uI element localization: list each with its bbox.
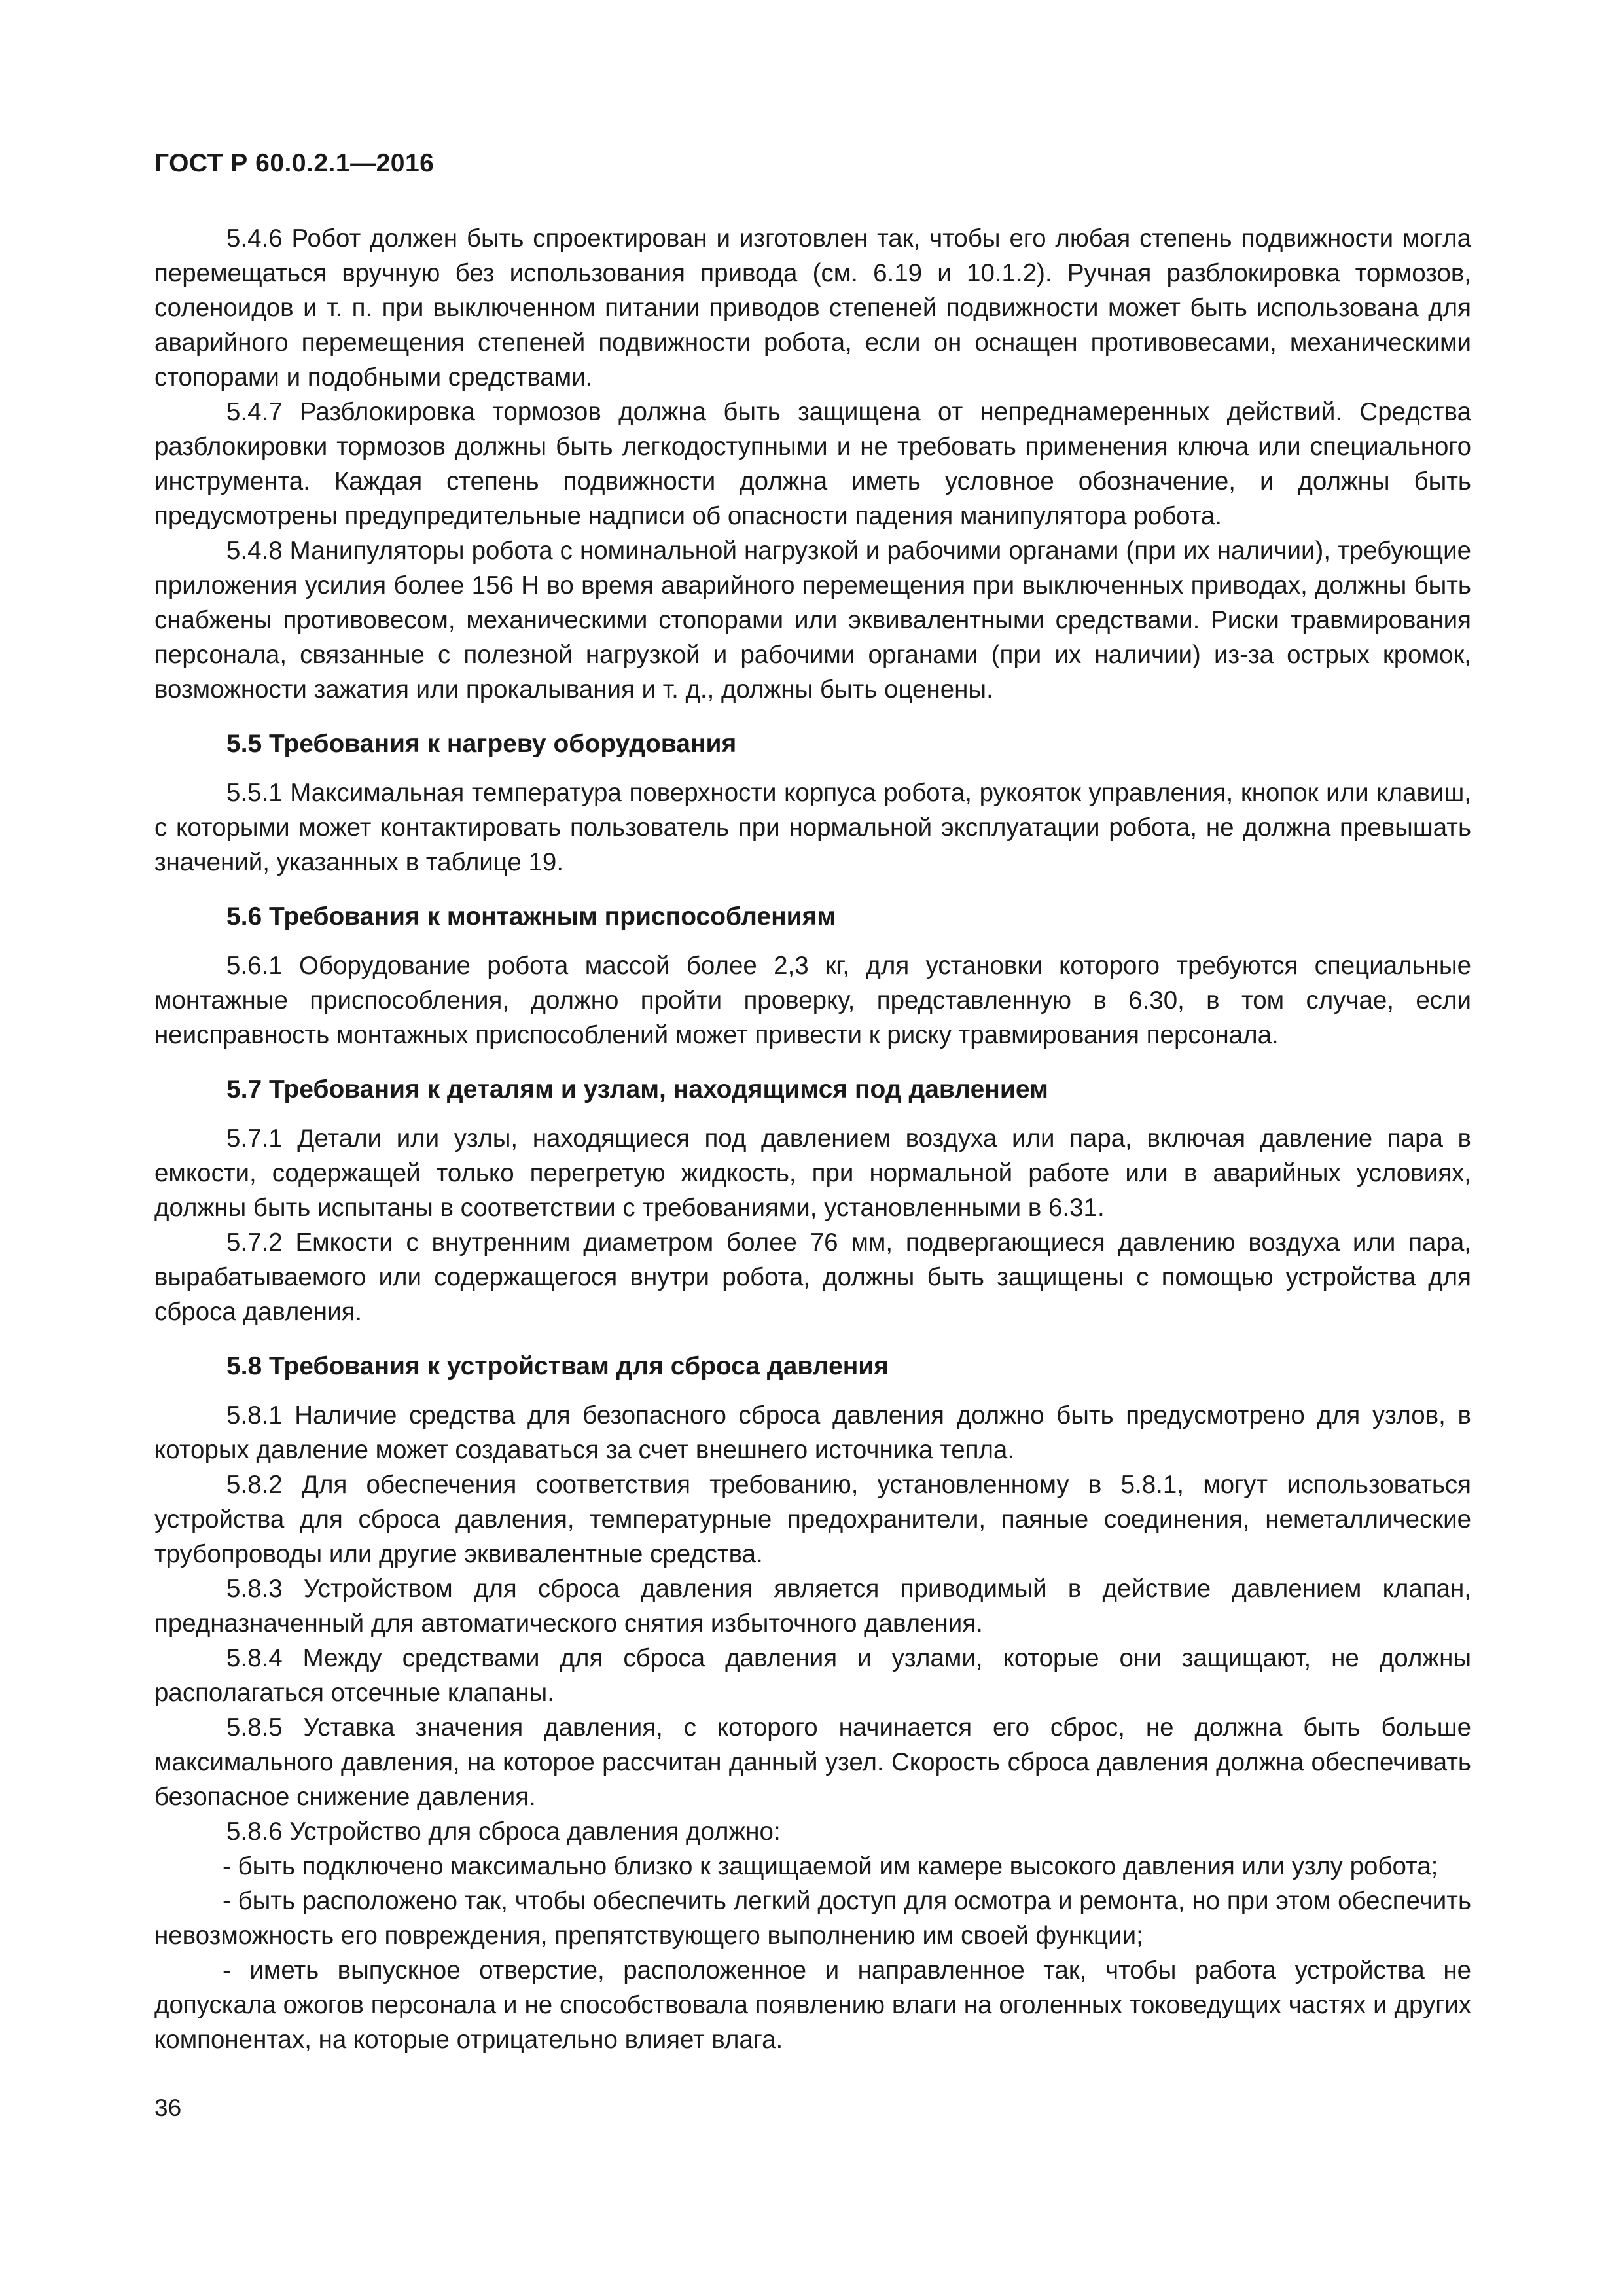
section-heading-5-5: 5.5 Требования к нагреву оборудования [226, 730, 737, 758]
list-item: - быть расположено так, чтобы обеспечить легкий доступ для осмотра и ремонта, но при этом обеспечить невозможность его повреждения, препятствующего выполнению им своей функции; [154, 1887, 1471, 1950]
section-heading-5-6: 5.6 Требования к монтажным приспособлениям [226, 903, 836, 931]
paragraph-5-4-7: 5.4.7 Разблокировка тормозов должна быть защищена от непреднамеренных действий. Средства разблокировки тормозов должны быть легкодоступными и не требовать применения ключа или специального инструмента. Каждая степень подвижности должна иметь условное обозначение, и должны быть предусмотрены предупредительные надписи об опасности падения манипулятора робота. [154, 398, 1471, 530]
paragraph-5-4-8: 5.4.8 Манипуляторы робота с номинальной нагрузкой и рабочими органами (при их наличии), требующие приложения усилия более 156 Н во время аварийного перемещения при выключенных приводах, должны быть снабжены противовесом, механическими стопорами или эквивалентными средствами. Риски травмирования персонала, связанные с полезной нагрузкой и рабочими органами (при их наличии) из-за острых кромок, возможности зажатия или прокалывания и т. д., должны быть оценены. [154, 537, 1471, 704]
section-heading-5-8: 5.8 Требования к устройствам для сброса давления [226, 1352, 889, 1380]
list-item: - иметь выпускное отверстие, расположенное и направленное так, чтобы работа устройства не допускала ожогов персонала и не способствовала появлению влаги на оголенных токоведущих частях и других компонентах, на которые отрицательно влияет влага. [154, 1956, 1471, 2054]
paragraph-5-8-2: 5.8.2 Для обеспечения соответствия требованию, установленному в 5.8.1, могут использоваться устройства для сброса давления, температурные предохранители, паяные соединения, неметаллические трубопроводы или другие эквивалентные средства. [154, 1471, 1471, 1568]
paragraph-5-4-6: 5.4.6 Робот должен быть спроектирован и изготовлен так, чтобы его любая степень подвижности могла перемещаться вручную без использования привода (см. 6.19 и 10.1.2). Ручная разблокировка тормозов, соленоидов и т. п. при выключенном питании приводов степеней подвижности может быть использована для аварийного перемещения степеней подвижности робота, если он оснащен противовесами, механическими стопорами и подобными средствами. [154, 224, 1471, 391]
document-header: ГОСТ Р 60.0.2.1—2016 [154, 149, 435, 177]
paragraph-5-8-4: 5.8.4 Между средствами для сброса давления и узлами, которые они защищают, не должны располагаться отсечные клапаны. [154, 1644, 1471, 1707]
paragraph-5-8-6: 5.8.6 Устройство для сброса давления должно: [226, 1818, 781, 1846]
list-item: - быть подключено максимально близко к защищаемой им камере высокого давления или узлу робота; [223, 1852, 1438, 1880]
paragraph-5-8-5: 5.8.5 Уставка значения давления, с которого начинается его сброс, не должна быть больше максимального давления, на которое рассчитан данный узел. Скорость сброса давления должна обеспечивать безопасное снижение давления. [154, 1713, 1471, 1811]
section-heading-5-7: 5.7 Требования к деталям и узлам, находящимся под давлением [226, 1075, 1048, 1103]
paragraph-5-7-1: 5.7.1 Детали или узлы, находящиеся под давлением воздуха или пара, включая давление пара в емкости, содержащей только перегретую жидкость, при нормальной работе или в аварийных условиях, должны быть испытаны в соответствии с требованиями, установленными в 6.31. [154, 1124, 1471, 1222]
paragraph-5-8-1: 5.8.1 Наличие средства для безопасного сброса давления должно быть предусмотрено для узлов, в которых давление может создаваться за счет внешнего источника тепла. [154, 1401, 1471, 1464]
document-body [154, 221, 1471, 2057]
paragraph-5-8-3: 5.8.3 Устройством для сброса давления является приводимый в действие давлением клапан, предназначенный для автоматического снятия избыточного давления. [154, 1575, 1471, 1638]
paragraph-5-7-2: 5.7.2 Емкости с внутренним диаметром более 76 мм, подвергающиеся давлению воздуха или пара, вырабатываемого или содержащегося внутри робота, должны быть защищены с помощью устройства для сброса давления. [154, 1229, 1471, 1326]
page-number: 36 [154, 2094, 182, 2121]
paragraph-5-6-1: 5.6.1 Оборудование робота массой более 2,3 кг, для установки которого требуются специальные монтажные приспособления, должно пройти проверку, представленную в 6.30, в том случае, если неисправность монтажных приспособлений может привести к риску травмирования персонала. [154, 952, 1471, 1049]
paragraph-5-5-1: 5.5.1 Максимальная температура поверхности корпуса робота, рукояток управления, кнопок или клавиш, с которыми может контактировать пользователь при нормальной эксплуатации робота, не должна превышать значений, указанных в таблице 19. [154, 779, 1471, 876]
